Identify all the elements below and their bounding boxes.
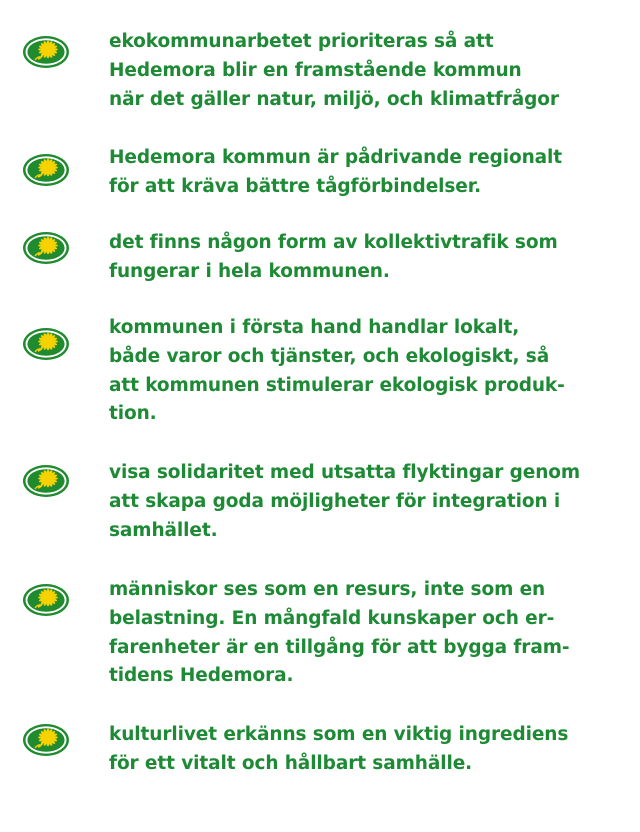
dandelion-logo-icon [22, 583, 70, 617]
dandelion-logo-icon [22, 231, 70, 265]
list-item-text: kommunen i första hand handlar lokalt, både varor och tjänster, och ekologiskt, så att kommunen stimulerar ekologisk produk- tion. [109, 317, 565, 425]
dandelion-logo-icon [22, 35, 70, 69]
list-item-text: det finns någon form av kollektivtrafik som fungerar i hela kommunen. [109, 232, 558, 282]
list-item-text: visa solidaritet med utsatta flyktingar genom att skapa goda möjligheter för integration i samhället. [109, 462, 581, 541]
dandelion-logo-icon [22, 153, 70, 187]
dandelion-logo-icon [22, 723, 70, 757]
dandelion-logo-icon [22, 464, 70, 498]
list-item-text: kulturlivet erkänns som en viktig ingrediens för ett vitalt och hållbart samhälle. [109, 724, 569, 774]
list-item-text: människor ses som en resurs, inte som en belastning. En mångfald kunskaper och er- farenheter är en tillgång för att bygga fram- tidens Hedemora. [109, 579, 570, 687]
list-item-text: Hedemora kommun är pådrivande regionalt för att kräva bättre tågförbindelser. [109, 147, 563, 197]
list-item-text: ekokommunarbetet prioriteras så att Hedemora blir en framstående kommun när det gäller natur, miljö, och klimatfrågor [109, 31, 559, 110]
dandelion-logo-icon [22, 327, 70, 361]
